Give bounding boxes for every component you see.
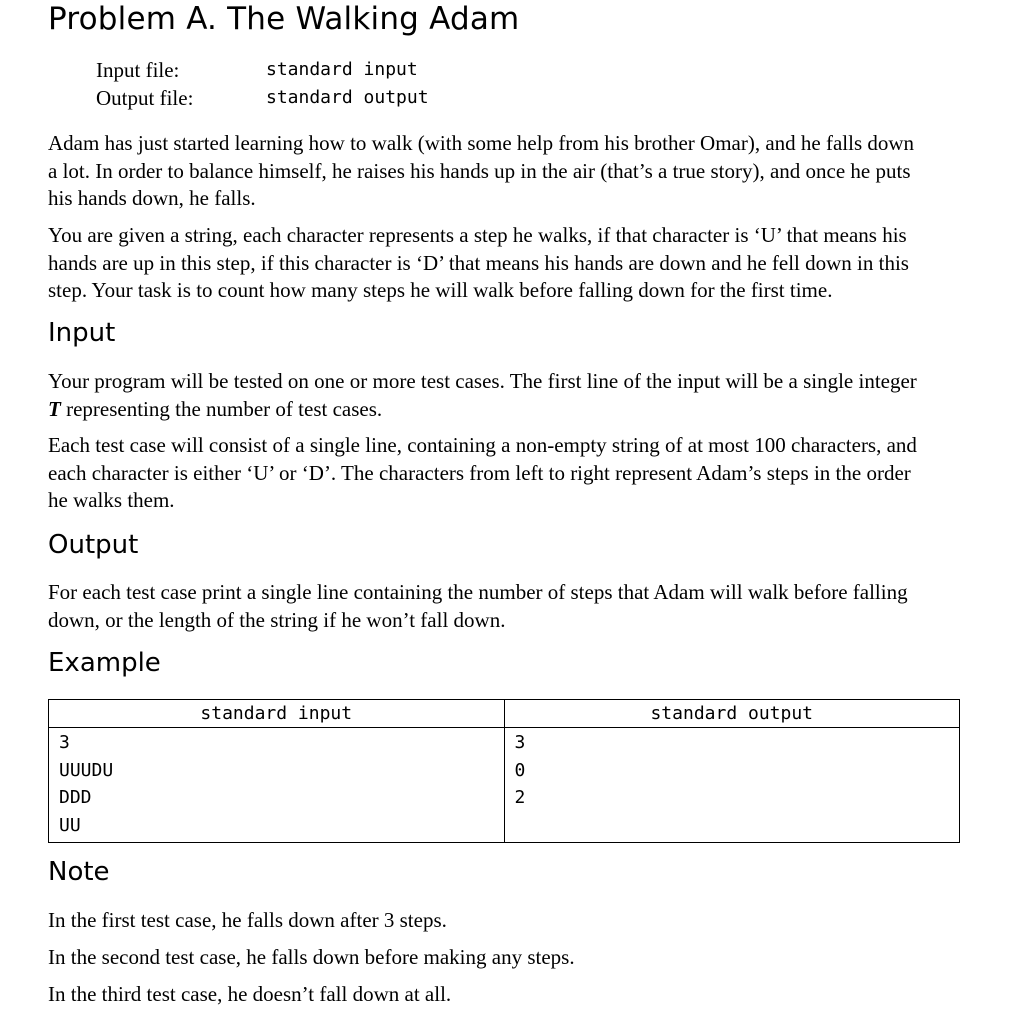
output-paragraph-1 [48,579,908,634]
example-output-cell [504,728,960,843]
example-input-line: 3 [59,732,70,753]
example-input-line: UUUDU [59,759,114,781]
example-heading: Example [48,648,161,678]
note-line-1: In the first test case, he falls down after 3 steps. [48,908,447,932]
example-output-line: 0 [514,759,526,781]
input-paragraph-2 [48,432,917,515]
note-heading: Note [48,857,110,887]
note-line-2: In the second test case, he falls down before making any steps. [48,945,575,969]
input-heading: Input [48,318,116,348]
output-heading: Output [48,530,139,560]
statement-paragraph-2 [48,222,909,305]
example-input-line: DDD [59,787,92,808]
output-file-row [96,84,429,112]
example-input-header: standard input [49,700,505,728]
example-output-line: 2 [514,787,526,808]
example-table [48,699,960,843]
input-file-row [96,56,429,84]
text-line: Your program will be tested on one or more test cases. The first line of the input will be a single integer [48,369,917,393]
text-line: his hands down, he falls. [48,186,256,210]
text-line: Each test case will consist of a single line, containing a non-empty string of at most 100 characters, and [48,433,917,457]
example-output-header: standard output [504,700,960,728]
text-line: a lot. In order to balance himself, he raises his hands up in the air (that’s a true story), and once he puts [48,158,911,183]
text-line [48,396,917,424]
output-file-value: standard output [266,87,429,108]
example-body-row [49,728,960,843]
input-file-label: Input file: [96,58,180,82]
text-line: hands are up in this step, if this character is ‘D’ that means his hands are down and he fell down in this [48,250,909,275]
text-fragment: representing the number of test cases. [60,396,383,421]
text-line: For each test case print a single line containing the number of steps that Adam will walk before falling [48,580,908,604]
example-header-row [49,700,960,728]
example-input-line: UU [59,814,81,836]
variable-t: T [48,396,61,421]
input-file-value: standard input [266,59,418,80]
text-line: Adam has just started learning how to walk (with some help from his brother Omar), and he falls down [48,131,915,155]
note-line-3: In the third test case, he doesn’t fall down at all. [48,982,452,1006]
io-file-info [96,56,429,112]
text-line: You are given a string, each character represents a step he walks, if that character is ‘U’ that means his [48,223,907,247]
input-paragraph-1 [48,368,917,423]
statement-paragraph-1 [48,130,914,213]
output-file-label: Output file: [96,86,194,110]
text-line: each character is either ‘U’ or ‘D’. The characters from left to right represent Adam’s steps in the order [48,460,911,485]
page-title: Problem A. The Walking Adam [48,1,520,37]
example-output-line: 3 [514,732,526,753]
text-line: he walks them. [48,488,175,512]
example-input-cell [49,728,505,843]
text-line: step. Your task is to count how many steps he will walk before falling down for the first time. [48,278,833,302]
text-line: down, or the length of the string if he won’t fall down. [48,607,506,632]
